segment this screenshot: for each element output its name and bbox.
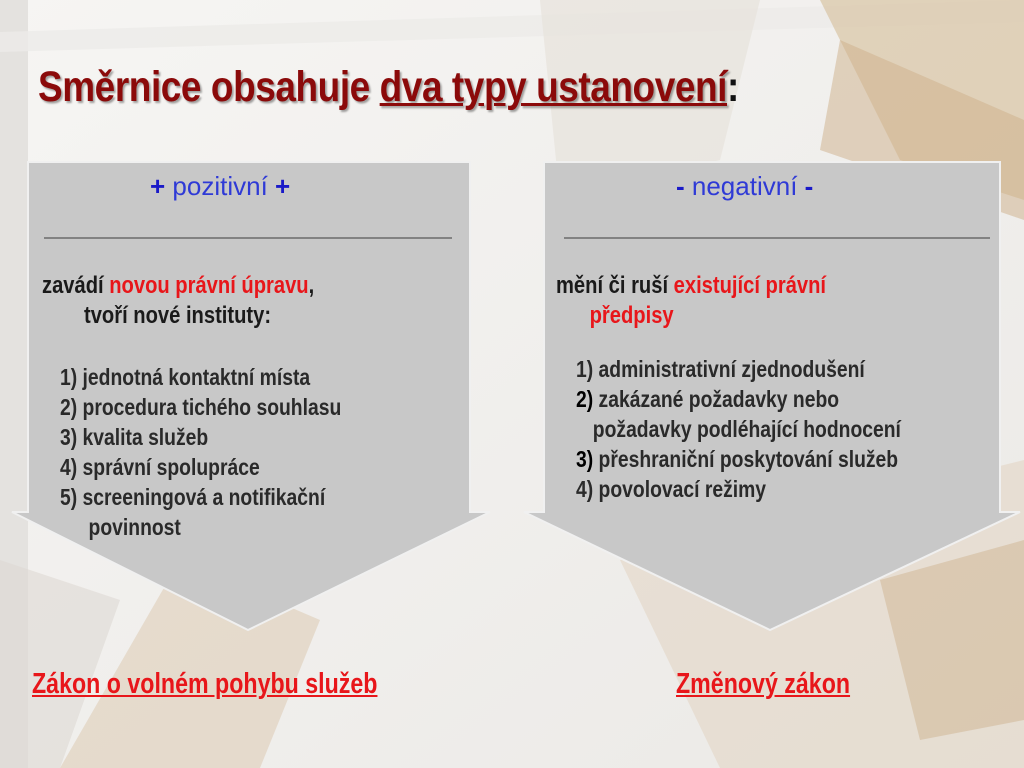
- list-item: [576, 354, 901, 384]
- left-intro-line2: tvoří nové instituty:: [84, 302, 272, 329]
- list-item: 1) jednotná kontaktní místa: [60, 364, 311, 390]
- list-item: [576, 384, 901, 414]
- list-item-number: 2): [576, 386, 594, 412]
- right-intro: [556, 271, 826, 331]
- right-heading-symbol: -: [676, 171, 692, 201]
- right-intro-line2: předpisy: [589, 302, 674, 329]
- title-underlined: dva typy ustanovení: [379, 63, 728, 111]
- list-item: [576, 444, 901, 474]
- list-item: povinnost: [88, 514, 181, 540]
- list-item: 3) kvalita služeb: [60, 424, 209, 450]
- left-intro-suffix: ,: [308, 272, 315, 299]
- slide-title: [38, 63, 739, 111]
- right-intro-line1: [556, 271, 826, 301]
- left-items-list: [60, 362, 341, 542]
- title-colon: :: [727, 63, 739, 111]
- left-footer-link[interactable]: Zákon o volném pohybu služeb: [32, 668, 378, 700]
- list-item-number: 4): [576, 476, 594, 502]
- list-item-text: povolovací režimy: [593, 476, 767, 502]
- list-item: [576, 474, 901, 504]
- title-main: Směrnice obsahuje: [38, 63, 380, 111]
- list-item-text: požadavky podléhající hodnocení: [592, 416, 901, 442]
- right-intro-prefix: mění či ruší: [556, 272, 674, 299]
- list-item: [576, 414, 901, 444]
- right-heading-word: negativní: [691, 171, 798, 201]
- right-heading: [676, 171, 813, 202]
- left-heading: [150, 171, 290, 202]
- list-item-text: zakázané požadavky nebo: [593, 386, 840, 412]
- list-item-text: přeshraniční poskytování služeb: [593, 446, 899, 472]
- list-item: 2) procedura tichého souhlasu: [60, 394, 342, 420]
- left-intro-line1: [42, 271, 314, 301]
- list-item-number: 1): [576, 356, 594, 382]
- list-item-text: administrativní zjednodušení: [593, 356, 865, 382]
- right-heading-symbol-after: -: [797, 171, 814, 201]
- left-intro-highlight: novou právní úpravu: [109, 272, 309, 299]
- right-footer-link[interactable]: Změnový zákon: [676, 668, 851, 700]
- left-heading-symbol: +: [150, 171, 173, 201]
- list-item-number: 3): [576, 446, 594, 472]
- left-heading-word: pozitivní: [172, 171, 268, 201]
- list-item: 4) správní spolupráce: [60, 454, 260, 480]
- left-intro-prefix: zavádí: [42, 272, 110, 299]
- left-intro: [42, 271, 314, 331]
- right-intro-highlight: existující právní: [673, 272, 827, 299]
- list-item: 5) screeningová a notifikační: [60, 484, 326, 510]
- left-heading-symbol-after: +: [267, 171, 291, 201]
- right-items-list: [576, 354, 901, 504]
